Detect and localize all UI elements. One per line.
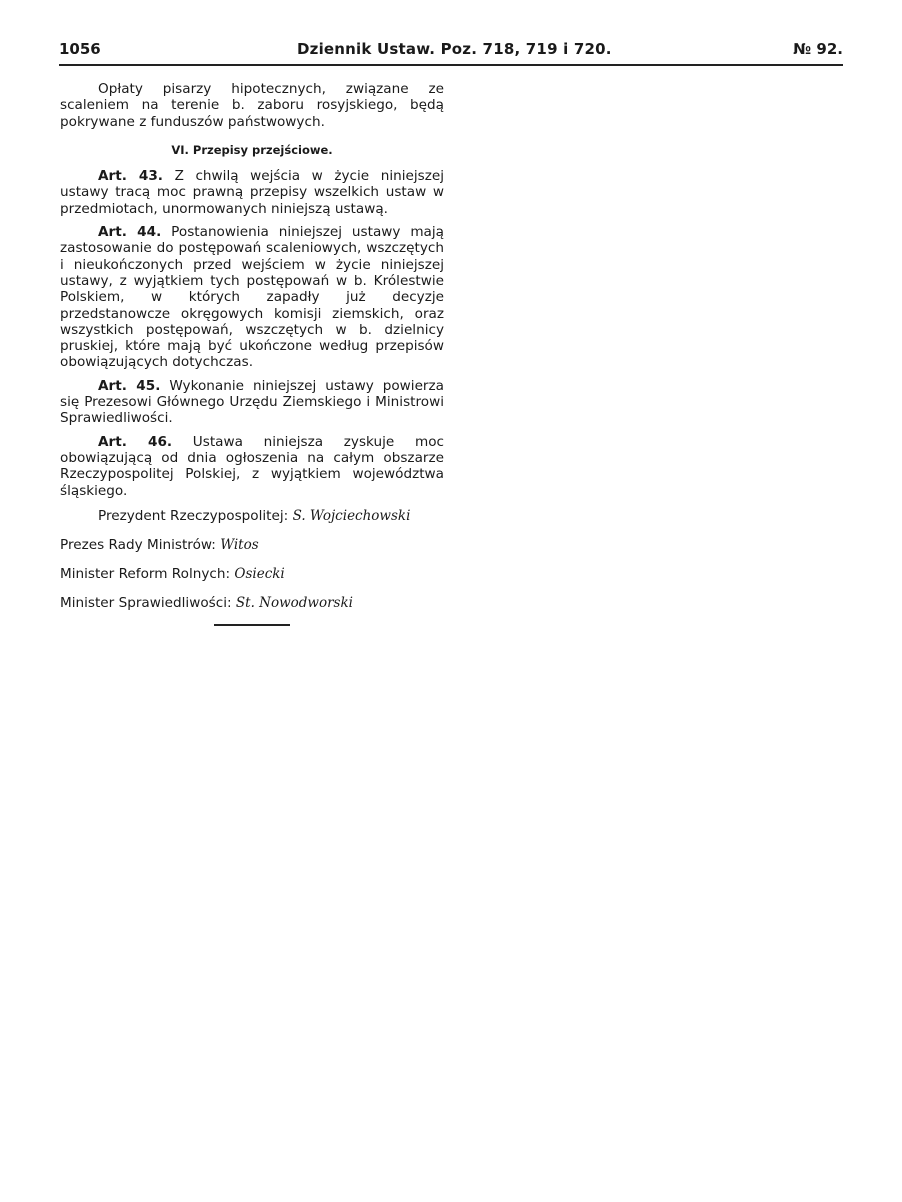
text-column: [60, 81, 444, 613]
article-46: [60, 434, 444, 499]
section-heading: VI. Przepisy przejściowe.: [171, 142, 333, 157]
signature-name: Witos: [220, 536, 259, 553]
article-45: [60, 378, 444, 427]
article-text: Z chwilą wejścia w życie niniejszej ustawy tracą moc prawną przepisy wszelkich ustaw w przedmiotach, unormowanych niniejszą ustawą.: [60, 168, 445, 217]
article-label: Art. 45.: [98, 377, 161, 394]
signature-role: Prezydent Rzeczypospolitej:: [98, 507, 289, 524]
page-number: 1056: [59, 40, 101, 58]
end-divider: [214, 624, 290, 626]
article-43: [60, 168, 444, 217]
signature-agriculture-minister: [60, 564, 444, 584]
signature-name: S. Wojciechowski: [292, 507, 411, 524]
signature-justice-minister: [60, 593, 444, 613]
signature-role: Minister Sprawiedliwości:: [60, 594, 232, 611]
article-44: [60, 224, 444, 371]
signature-role: Prezes Rady Ministrów:: [60, 536, 216, 553]
article-text: Ustawa niniejsza zyskuje moc obowiązującą od dnia ogłoszenia na całym obszarze Rzeczypospolitej Polskiej, z wyjątkiem województwa śląskiego.: [60, 433, 444, 499]
article-text: Wykonanie niniejszej ustawy powierza się Prezesowi Głównego Urzędu Ziemskiego i Ministrowi Sprawiedliwości.: [60, 377, 444, 427]
signature-president: [60, 506, 444, 526]
signature-role: Minister Reform Rolnych:: [60, 565, 231, 582]
article-label: Art. 43.: [98, 168, 163, 185]
header-divider: [59, 64, 843, 66]
signature-name: Osiecki: [234, 565, 285, 582]
signature-prime-minister: [60, 535, 444, 555]
article-label: Art. 44.: [98, 224, 162, 241]
article-text: Postanowienia niniejszej ustawy mają zastosowanie do postępowań scaleniowych, wszczętych i nieukończonych przed wejściem w życie niniejszej ustawy, z wyjątkiem tych postępowań w b. Królestwie Polskiem, w których zapadły już decyzje przedstanowcze okręgowych komisji ziemskich, oraz wszystkich postępowań, wszczętych w b. dzielnicy pruskiej, które mają być ukończone według przepisów obowiązujących dotychczas.: [60, 224, 444, 371]
article-label: Art. 46.: [98, 433, 173, 450]
journal-title: Dziennik Ustaw. Poz. 718, 719 i 720.: [297, 40, 612, 58]
page-header: [59, 40, 843, 62]
signature-name: St. Nowodworski: [235, 594, 353, 611]
intro-paragraph: Opłaty pisarzy hipotecznych, związane ze scaleniem na terenie b. zaboru rosyjskiego, będą pokrywane z funduszów państwowych.: [60, 81, 444, 130]
issue-number: № 92.: [793, 40, 843, 58]
